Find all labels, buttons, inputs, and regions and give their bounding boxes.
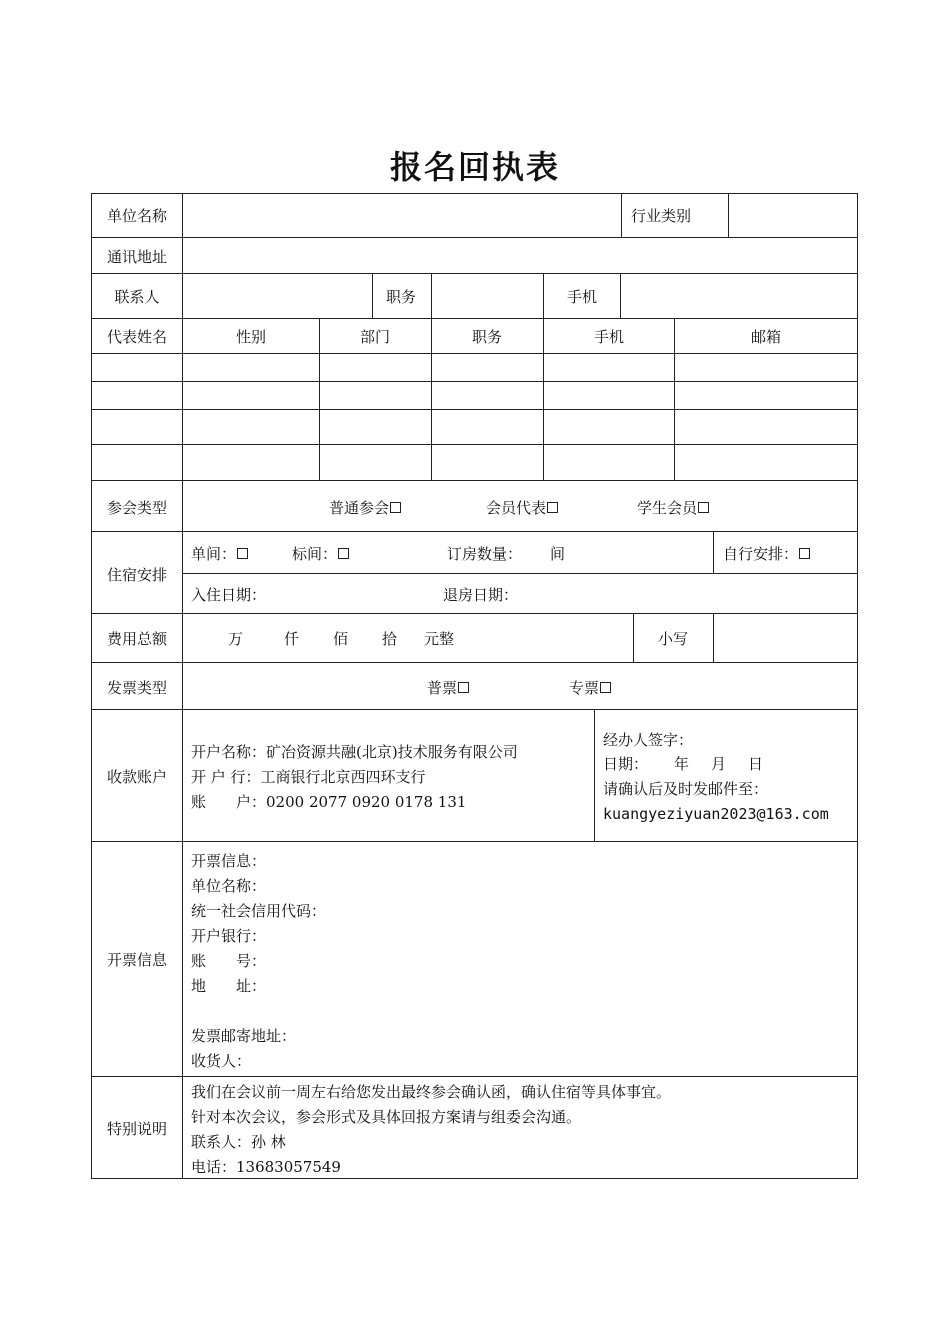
account-name-line: 开户名称：矿冶资源共融(北京)技术服务有限公司 xyxy=(191,743,518,761)
checkbox-icon[interactable] xyxy=(600,682,611,693)
notes-line: 联系人：孙 林 xyxy=(191,1133,286,1151)
account-email[interactable]: kuangyeziyuan2023@163.com xyxy=(603,805,829,823)
contact-position-field[interactable] xyxy=(432,274,542,317)
checkbox-icon[interactable] xyxy=(458,682,469,693)
notes-line: 电话：13683057549 xyxy=(191,1158,341,1176)
page-title: 报名回执表 xyxy=(389,148,560,186)
delegate-header-mobile: 手机 xyxy=(593,328,625,346)
lodging-standard[interactable]: 标间： xyxy=(292,543,349,564)
attendance-option-student[interactable]: 学生会员 xyxy=(637,497,709,518)
checkbox-icon[interactable] xyxy=(547,502,558,513)
attendance-option-regular[interactable]: 普通参会 xyxy=(329,497,401,518)
fee-small-label: 小写 xyxy=(657,630,689,648)
contact-position-label: 职务 xyxy=(385,288,417,306)
account-number-line: 账 户：0200 2077 0920 0178 131 xyxy=(191,793,467,811)
delegate-row[interactable] xyxy=(92,445,857,479)
notes-label: 特别说明 xyxy=(106,1120,168,1138)
delegate-header-name: 代表姓名 xyxy=(106,328,168,346)
lodging-rooms-unit: 间 xyxy=(550,545,566,563)
checkbox-icon[interactable] xyxy=(698,502,709,513)
lodging-label: 住宿安排 xyxy=(106,566,168,584)
delegate-row[interactable] xyxy=(92,382,857,408)
account-bank-line: 开 户 行：工商银行北京西四环支行 xyxy=(191,768,426,786)
delegate-header-gender: 性别 xyxy=(235,328,267,346)
attendance-option-member[interactable]: 会员代表 xyxy=(486,497,558,518)
delegate-header-department: 部门 xyxy=(359,328,391,346)
account-label: 收款账户 xyxy=(106,768,168,786)
fee-unit-wan: 万 xyxy=(228,630,244,648)
invoice-option-normal[interactable]: 普票 xyxy=(427,677,469,698)
fee-label: 费用总额 xyxy=(106,630,168,648)
notes-line: 我们在会议前一周左右给您发出最终参会确认函，确认住宿等具体事宜。 xyxy=(191,1083,672,1101)
address-field[interactable] xyxy=(183,238,857,272)
lodging-checkin-label: 入住日期： xyxy=(191,586,267,604)
contact-label: 联系人 xyxy=(114,288,160,306)
account-confirm-line: 请确认后及时发邮件至： xyxy=(603,780,769,798)
invoice-info-line: 收货人： xyxy=(191,1052,252,1070)
invoice-info-line: 开票信息： xyxy=(191,852,267,870)
delegate-header-position: 职务 xyxy=(471,328,503,346)
fee-unit-shi: 拾 xyxy=(382,630,398,648)
contact-mobile-label: 手机 xyxy=(566,288,598,306)
contact-mobile-field[interactable] xyxy=(621,274,857,317)
invoice-info-line: 统一社会信用代码： xyxy=(191,902,327,920)
invoice-type-label: 发票类型 xyxy=(106,679,168,697)
checkbox-icon[interactable] xyxy=(237,548,248,559)
lodging-self[interactable]: 自行安排： xyxy=(723,543,810,564)
unit-name-field[interactable] xyxy=(183,194,620,236)
checkbox-icon[interactable] xyxy=(390,502,401,513)
fee-unit-bai: 佰 xyxy=(333,630,349,648)
account-date-line: 日期： 年 月 日 xyxy=(603,755,764,773)
industry-field[interactable] xyxy=(729,194,857,236)
invoice-info-line: 发票邮寄地址： xyxy=(191,1027,297,1045)
invoice-info-line: 开户银行： xyxy=(191,927,267,945)
contact-field[interactable] xyxy=(183,274,371,317)
unit-name-label: 单位名称 xyxy=(106,207,168,225)
delegate-header-email: 邮箱 xyxy=(750,328,782,346)
account-sign-line: 经办人签字： xyxy=(603,731,694,749)
delegate-row[interactable] xyxy=(92,354,857,380)
fee-unit-qian: 仟 xyxy=(284,630,300,648)
lodging-single[interactable]: 单间： xyxy=(191,543,248,564)
fee-small-field[interactable] xyxy=(714,614,857,661)
address-label: 通讯地址 xyxy=(106,248,168,266)
lodging-rooms-label: 订房数量： xyxy=(447,545,523,563)
invoice-info-line: 地 址： xyxy=(191,977,267,995)
notes-line: 针对本次会议，参会形式及具体回报方案请与组委会沟通。 xyxy=(191,1108,582,1126)
checkbox-icon[interactable] xyxy=(338,548,349,559)
attendance-label: 参会类型 xyxy=(106,499,168,517)
invoice-option-special[interactable]: 专票 xyxy=(569,677,611,698)
invoice-info-line: 账 号： xyxy=(191,952,267,970)
lodging-checkout-label: 退房日期： xyxy=(443,586,519,604)
invoice-info-label: 开票信息 xyxy=(106,951,168,969)
fee-unit-yuan: 元整 xyxy=(424,630,455,648)
delegate-row[interactable] xyxy=(92,410,857,443)
checkbox-icon[interactable] xyxy=(799,548,810,559)
invoice-info-line: 单位名称： xyxy=(191,877,267,895)
industry-label: 行业类别 xyxy=(630,207,692,225)
